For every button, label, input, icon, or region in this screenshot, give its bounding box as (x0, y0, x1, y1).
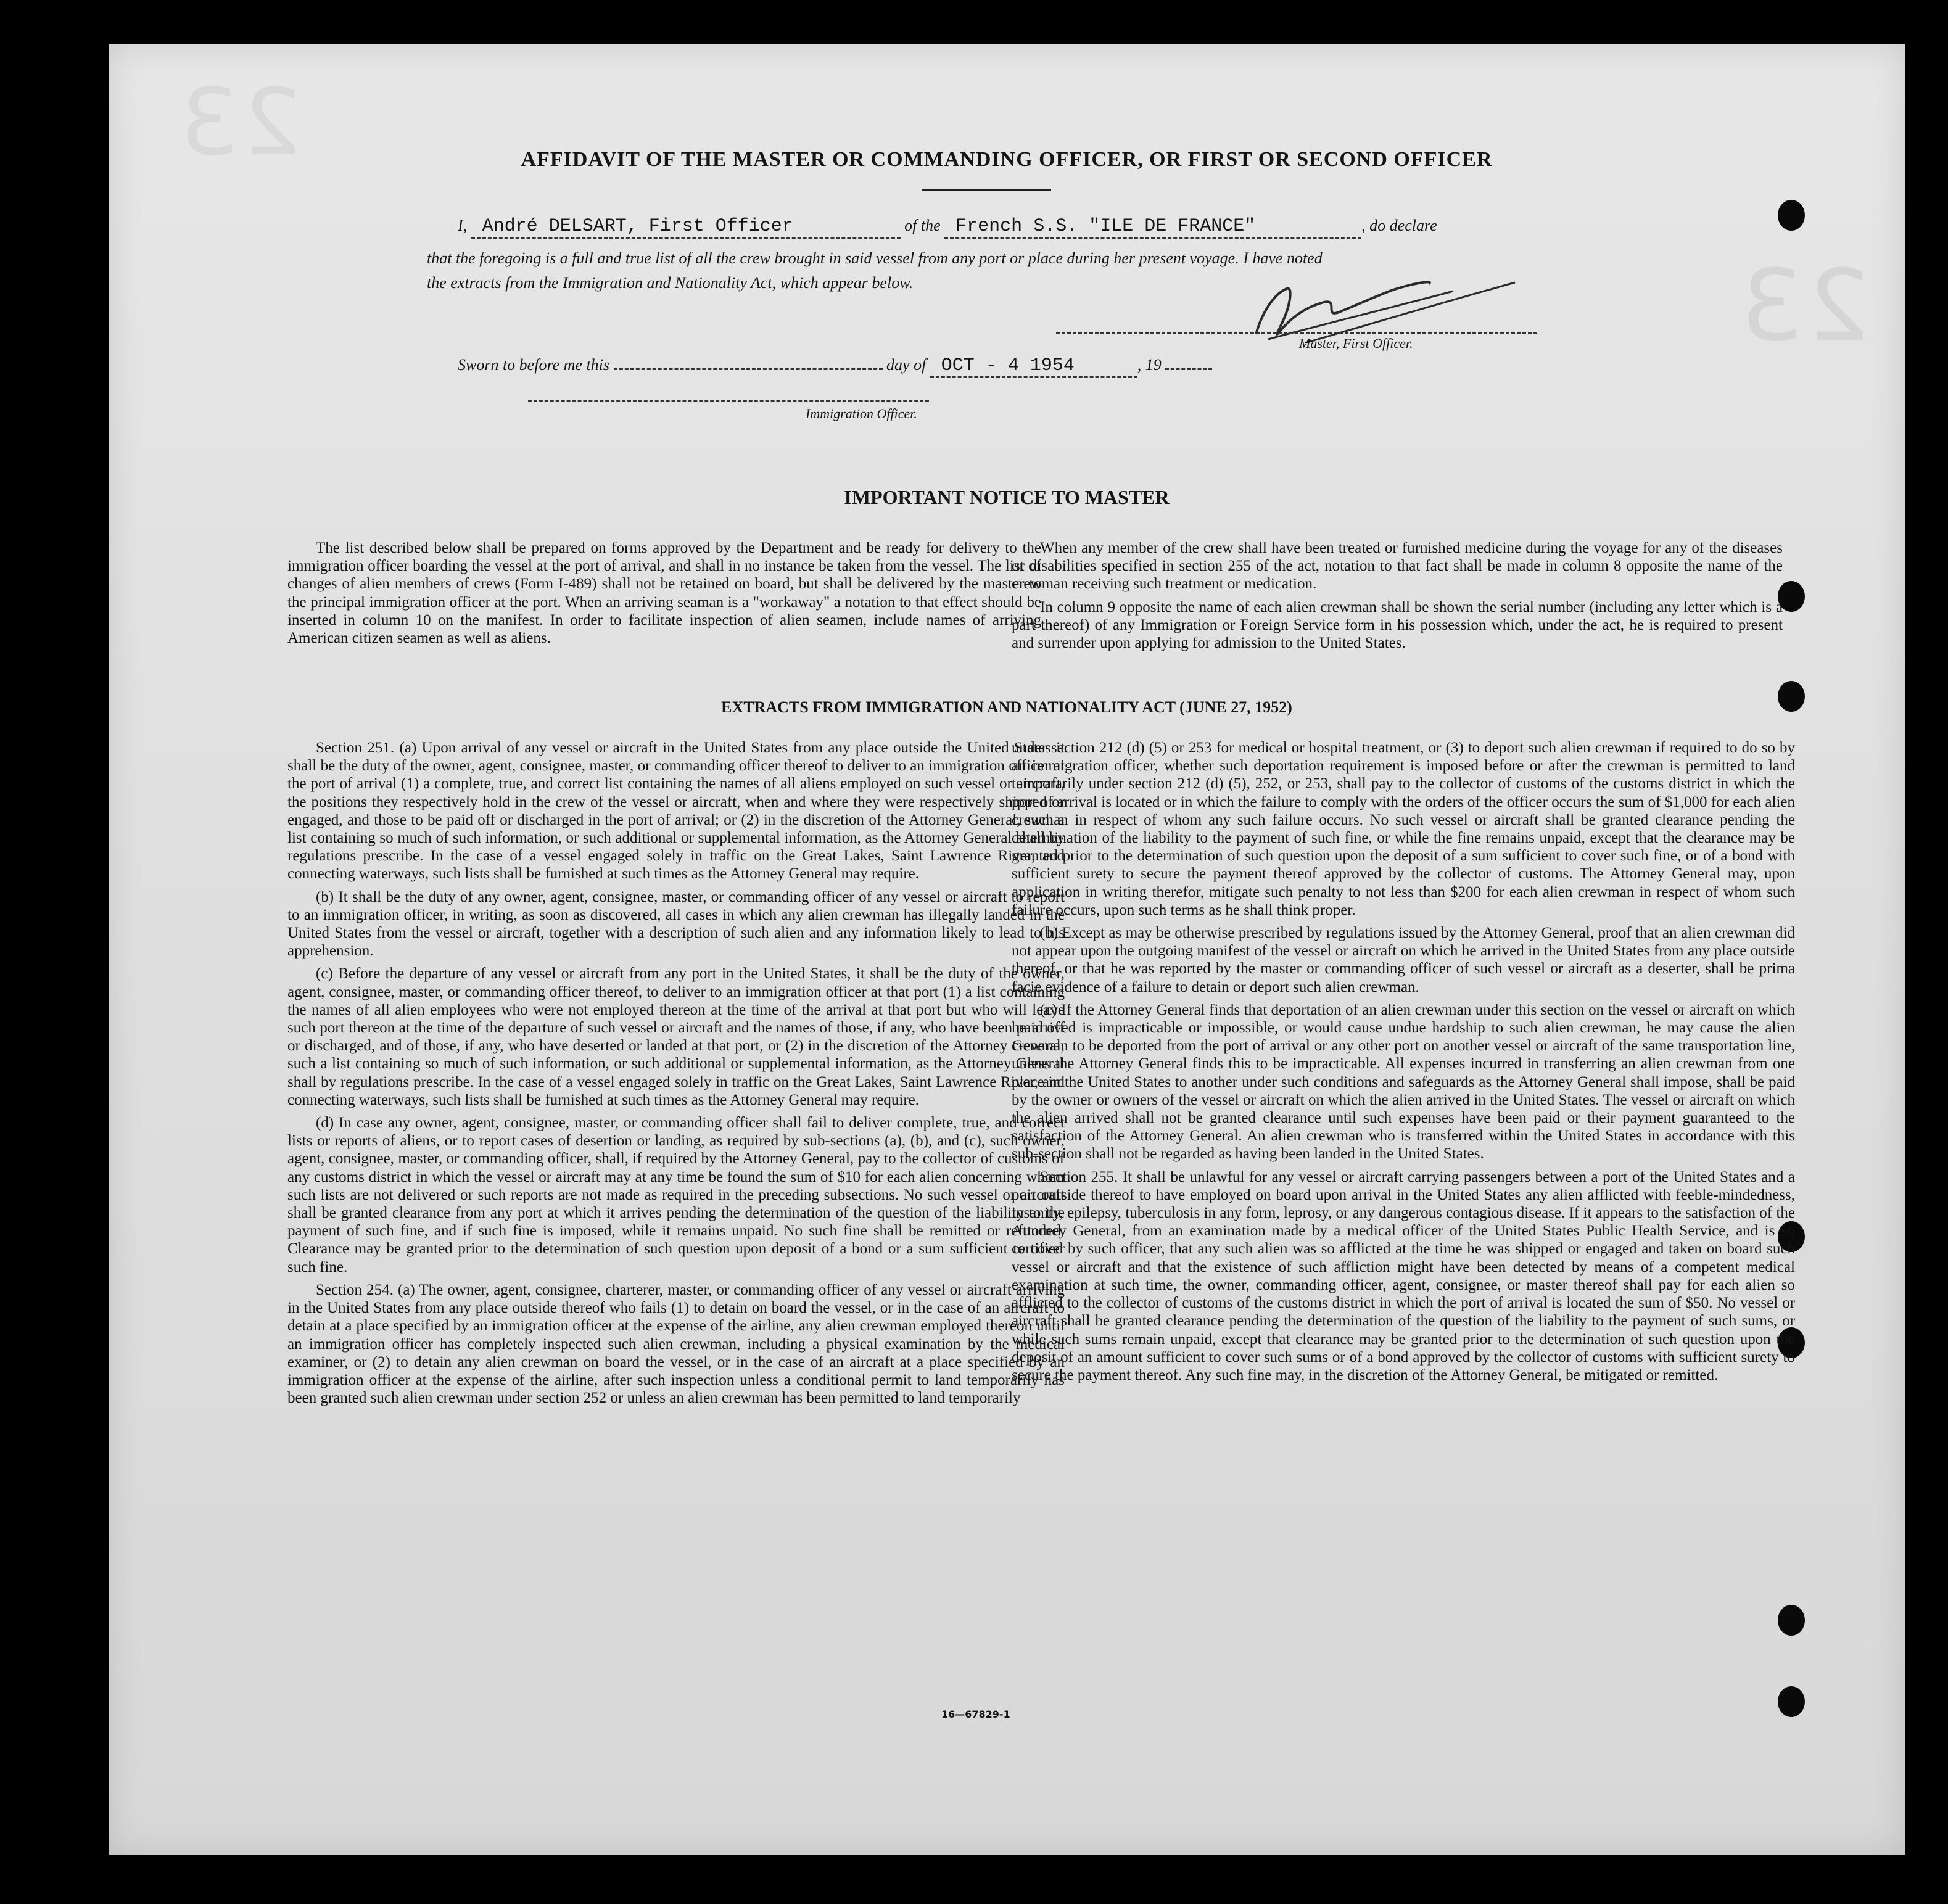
act-section-paragraph: (c) Before the departure of any vessel or aircraft from any port in the United States, it shall be the duty of the owner, agent, consignee, master, or commanding officer thereof, to deliver to an immigration officer at that port (1) a list containing the names of all alien employees who were not employed thereon at the time of the arrival at that port but who will leave such port thereon at the time of the departure of such vessel or aircraft and the names of those, if any, who have been paid off or discharged, and of those, if any, who have deserted or landed at that port, or (2) in the discretion of the Attorney General, such a list containing so much of such information, or such additional or supplemental information, as the Attorney General shall by regulations prescribe. In the case of a vessel engaged solely in traffic on the Great Lakes, Saint Lawrence River, and connecting waterways, such lists shall be furnished at such times as the Attorney General may require. (287, 965, 1065, 1108)
act-section-paragraph: Section 255. It shall be unlawful for any vessel or aircraft carrying passengers between a port of the United States and a port outside thereof to have employed on board upon arrival in the United States any alien afflicted with feeble-mindedness, insanity, epilepsy, tuberculosis in any form, leprosy, or any dangerous contagious disease. If it appears to the satisfaction of the Attorney General, from an examination made by a medical officer of the United States Public Health Service, and is so certified by such officer, that any such alien was so afflicted at the time he was shipped or engaged and taken on board such vessel or aircraft and that the existence of such affliction might have been detected by means of a competent medical examination at such time, the owner, commanding officer, agent, consignee, or master thereof shall pay for each alien so afflicted to the collector of customs of the customs district in which the port of arrival is located the sum of $50. No vessel or aircraft shall be granted clearance pending the determination of the question of the liability to the payment of such sums, or while such sums remain unpaid, except that clearance may be granted prior to the determination of such question upon the deposit of an amount sufficient to cover such sums or of a bond approved by the collector of customs with sufficient surety to secure the payment thereof. Any such fine may, in the discretion of the Attorney General, be mitigated or remitted. (1012, 1168, 1795, 1383)
notice-paragraph: When any member of the crew shall have been treated or furnished medicine during the voyage for any of the diseases or disabilities specified in section 255 of the act, notation to that fact shall be made in column 8 opposite the name of the crewman receiving such treatment or medication. (1012, 540, 1783, 593)
declarant-prefix: I, (458, 216, 468, 234)
binder-hole (1778, 1605, 1805, 1636)
notice-title: IMPORTANT NOTICE TO MASTER (844, 486, 1170, 508)
immigration-officer-line (528, 400, 929, 402)
extracts-left-column (287, 739, 1065, 1412)
document-page (109, 44, 1905, 1855)
binder-hole (1778, 1686, 1805, 1717)
form-number: 16—67829-1 (941, 1708, 1010, 1720)
affidavit-title: AFFIDAVIT OF THE MASTER OR COMMANDING OFFICER, OR FIRST OR SECOND OFFICER (521, 148, 1493, 171)
page-number-stamp: 23 (1737, 248, 1870, 363)
signature-line (1056, 332, 1537, 334)
notice-paragraph: The list described below shall be prepared on forms approved by the Department and be ready for delivery to the immigration officer boarding the vessel at the port of arrival, and shall in no instance be taken from the vessel. The list of changes of alien members of crews (Form I-489) shall not be retained on board, but shall be delivered by the master to the principal immigration officer at the port. When an arriving seaman is a "workaway" a notation to that effect should be inserted in column 10 on the manifest. In order to facilitate inspection of alien seamen, include names of arriving American citizen seamen as well as aliens. (287, 540, 1041, 647)
sworn-label: Sworn to before me this (458, 356, 610, 374)
notice-paragraph: In column 9 opposite the name of each alien crewman shall be shown the serial number (including any letter which is a part thereof) of any Immigration or Foreign Service form in his possession which, under the act, he is required to present and surrender upon applying for admission to the United States. (1012, 598, 1783, 652)
year-prefix-label: , 19 (1137, 356, 1162, 374)
year-field (1165, 368, 1212, 370)
extracts-right-column (1012, 739, 1795, 1389)
act-section-paragraph: (c) If the Attorney General finds that deportation of an alien crewman under this section on the vessel or aircraft on which he arrived is impracticable or impossible, or would cause undue hardship to such alien crewman, he may cause the alien crewman to be deported from the port of arrival or any other port on another vessel or aircraft of the same transportation line, unless the Attorney General finds this to be impracticable. All expenses incurred in transferring an alien crewman from one place in the United States to another under such conditions and safeguards as the Attorney General shall impose, shall be paid by the owner or owners of the vessel or aircraft on which the alien arrived in the United States. The vessel or aircraft on which the alien arrived shall not be granted clearance until such expenses have been paid or their payment guaranteed to the satisfaction of the Attorney General. An alien crewman who is transferred within the United States in accordance with this sub-section shall not be regarded as having been landed in the United States. (1012, 1001, 1795, 1163)
extracts-title: EXTRACTS FROM IMMIGRATION AND NATIONALITY ACT (JUNE 27, 1952) (721, 698, 1292, 716)
immigration-officer-caption: Immigration Officer. (806, 406, 917, 421)
declaration-line (458, 216, 1437, 239)
act-section-paragraph: Section 254. (a) The owner, agent, consignee, charterer, master, or commanding officer of any vessel or aircraft arriving in the United States from any place outside thereof who fails (1) to detain on board the vessel, or in the case of an aircraft to detain at a place specified by an immigration officer at the expense of the airline, any alien crewman employed thereon until an immigration officer has completely inspected such alien crewman, including a physical examination by the medical examiner, or (2) to detain any alien crewman on board the vessel, or in the case of an aircraft at a place specified by an immigration officer at the expense of the airline, after such inspection unless a conditional permit to land temporarily has been granted such alien crewman under section 252 or unless an alien crewman has been permitted to land temporarily (287, 1281, 1065, 1407)
do-declare-label: , do declare (1361, 216, 1437, 234)
statement-line-2: the extracts from the Immigration and Nationality Act, which appear below. (427, 274, 914, 292)
sworn-line (458, 355, 1212, 378)
act-section-paragraph: under section 212 (d) (5) or 253 for medical or hospital treatment, or (3) to deport such alien crewman if required to do so by an immigration officer, whether such deportation requirement is imposed before or after the crewman is permitted to land temporarily under section 212 (d) (5), 252, or 253, shall pay to the collector of customs of the customs district in which the port of arrival is located or in which the failure to comply with the orders of the officer occurs the sum of $1,000 for each alien crewman in respect of whom any such failure occurs. No such vessel or aircraft shall be granted clearance pending the determination of the liability to the payment of such fine, or while the fine remains unpaid, except that the clearance may be granted prior to the determination of such question upon the deposit of a sum sufficient to cover such fine, or of a bond with sufficient surety to secure the payment thereof approved by the collector of customs. The Attorney General may, upon application in writing therefor, mitigate such penalty to not less than $200 for each alien crewman in respect of whom such failure occurs, upon such terms as he shall think proper. (1012, 740, 1795, 918)
binder-hole (1778, 200, 1805, 231)
page-number-bleed: 23 (176, 69, 302, 176)
notice-left-column (287, 539, 1041, 652)
act-section-paragraph: (d) In case any owner, agent, consignee, master, or commanding officer shall fail to deliver complete, true, and correct lists or reports of aliens, or to report cases of desertion or landing, as required by sub-sections (a), (b), and (c), such owner, agent, consignee, master, or commanding officer, shall, if required by the Attorney General, pay to the collector of customs of any customs district in which the vessel or aircraft may at any time be found the sum of $10 for each alien concerning whom such lists are not delivered or such reports are not made as required in the preceding subsections. No such vessel or aircraft shall be granted clearance from any port at which it arrives pending the determination of the question of the liability to the payment of such fine, and if such fine is imposed, while it remains unpaid. No such fine shall be remitted or refunded. Clearance may be granted prior to the determination of such question upon deposit of a bond or a sum sufficient to cover such fine. (287, 1115, 1065, 1276)
act-section-paragraph: Section 251. (a) Upon arrival of any vessel or aircraft in the United States from any place outside the United States it shall be the duty of the owner, agent, consignee, master, or commanding officer thereof to deliver to an immigration officer at the port of arrival (1) a complete, true, and correct list containing the names of all aliens employed on such vessel or aircraft, the positions they respectively hold in the crew of the vessel or aircraft, when and where they were respectively shipped or engaged, and those to be paid off or discharged in the port of arrival; or (2) in the discretion of the Attorney General, such a list containing so much of such information, or such additional or supplemental information, as the Attorney General shall by regulations prescribe. In the case of a vessel engaged solely in traffic on the Great Lakes, Saint Lawrence River, and connecting waterways, such lists shall be furnished at such times as the Attorney General may require. (287, 740, 1065, 883)
act-section-paragraph: (b) Except as may be otherwise prescribed by regulations issued by the Attorney General, proof that an alien crewman did not appear upon the outgoing manifest of the vessel or aircraft on which he arrived in the United States from any place outside thereof, or that he was reported by the master or commanding officer of such vessel or aircraft as a deserter, shall be prima facie evidence of a failure to detain or deport such alien crewman. (1012, 925, 1795, 995)
signature-caption: Master, First Officer. (1299, 336, 1413, 351)
statement-line-1: that the foregoing is a full and true list of all the crew brought in said vessel from any port or place during her present voyage. I have noted (427, 249, 1323, 267)
day-of-label: day of (886, 356, 927, 374)
vessel-field: French S.S. "ILE DE FRANCE" (944, 216, 1361, 239)
sworn-day-field (614, 368, 883, 370)
act-section-paragraph: (b) It shall be the duty of any owner, agent, consignee, master, or commanding officer of any vessel or aircraft to report to an immigration officer, in writing, as soon as discovered, all cases in which any alien crewman has illegally landed in the United States from the vessel or aircraft, together with a description of such alien and any information likely to lead to his apprehension. (287, 888, 1065, 960)
notice-right-column (1012, 539, 1783, 657)
sworn-date-field: OCT - 4 1954 (930, 355, 1137, 378)
of-the-label: of the (904, 216, 941, 234)
declarant-field: André DELSART, First Officer (471, 216, 901, 239)
title-rule (922, 189, 1051, 191)
